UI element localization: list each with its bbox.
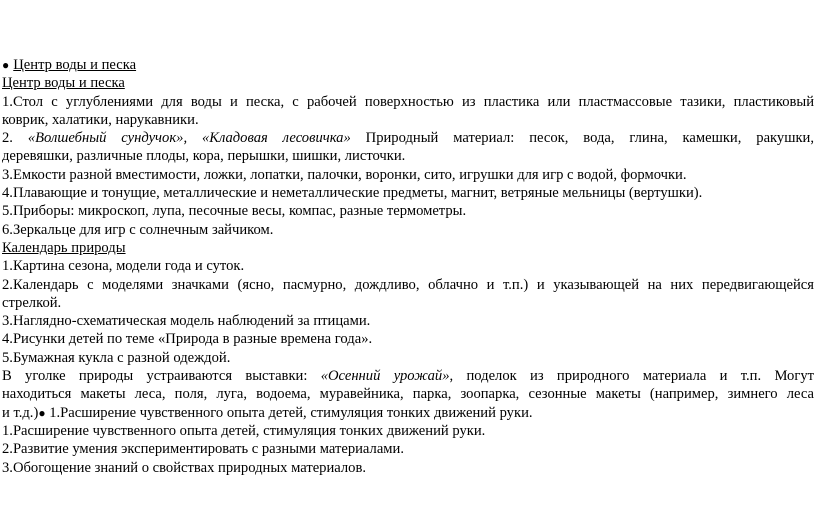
section-heading: Календарь природы [2,239,126,256]
paragraph-line: 5.Бумажная кукла с разной одеждой. [2,349,231,366]
paragraph-line: коврик, халатики, нарукавники. [2,111,199,128]
paragraph-line: 2.Развитие умения экспериментировать с разными материалами. [2,441,404,458]
paragraph-line: 1.Стол с углублениями для воды и песка, с рабочей поверхностью из пластика или пластмассовые тазики, пластиковый [2,93,814,110]
paragraph-line: 2.Календарь с моделями значками (ясно, пасмурно, дождливо, облачно и т.п.) и указывающей на них передвигающейся [2,276,814,293]
paragraph-line: деревяшки, различные плоды, кора, перышки, шишки, листочки. [2,148,406,165]
paragraph-line: 3.Наглядно-схематическая модель наблюдений за птицами. [2,313,371,330]
bullet-icon: ● [2,58,10,72]
paragraph-line: 4.Плавающие и тонущие, металлические и неметаллические предметы, магнит, ветряные мельницы (вертушки). [2,185,703,202]
text-run: 1.Расширение чувственного опыта детей, стимуляция тонких движений руки. [45,404,533,421]
paragraph-line [2,129,814,147]
italic-text: «Осенний урожай» [320,368,450,385]
text-run: , поделок из природного материала и т.п. Могут [449,368,814,385]
paragraph-line: 4.Рисунки детей по теме «Природа в разные времена года». [2,331,373,348]
paragraph-line [2,367,814,385]
bullet-icon: ● [38,405,46,420]
text-run: Природный материал: песок, вода, глина, камешки, ракушки, [350,130,814,147]
text-run: В уголке природы устраиваются выставки: [2,368,321,385]
document-body [2,56,814,477]
paragraph-line: 5.Приборы: микроскоп, лупа, песочные весы, компас, разные термометры. [2,203,467,220]
text-run: 2. [2,130,28,147]
text-run: и т.д.) [2,404,39,421]
paragraph-line: стрелкой. [2,294,62,311]
paragraph-line: 6.Зеркальце для игр с солнечным зайчиком. [2,221,274,238]
paragraph-line: 3.Обогощение знаний о свойствах природных материалов. [2,459,367,476]
paragraph-line: 1.Расширение чувственного опыта детей, стимуляция тонких движений руки. [2,422,486,439]
heading-line [2,56,814,74]
paragraph-line: 1.Картина сезона, модели года и суток. [2,258,245,275]
italic-text: «Волшебный сундучок», «Кладовая лесовичка» [27,130,351,147]
paragraph-line: 3.Емкости разной вместимости, ложки, лопатки, палочки, воронки, сито, игрушки для игр с водой, формочки. [2,166,687,183]
section-subheading: Центр воды и песка [2,75,125,92]
paragraph-line: находиться макеты леса, поля, луга, водоема, муравейника, парка, зоопарка, сезонные макеты (например, зимнего леса [2,386,814,403]
subheading-line [2,74,814,92]
section-heading: Центр воды и песка [13,57,137,73]
paragraph-line [2,404,814,422]
